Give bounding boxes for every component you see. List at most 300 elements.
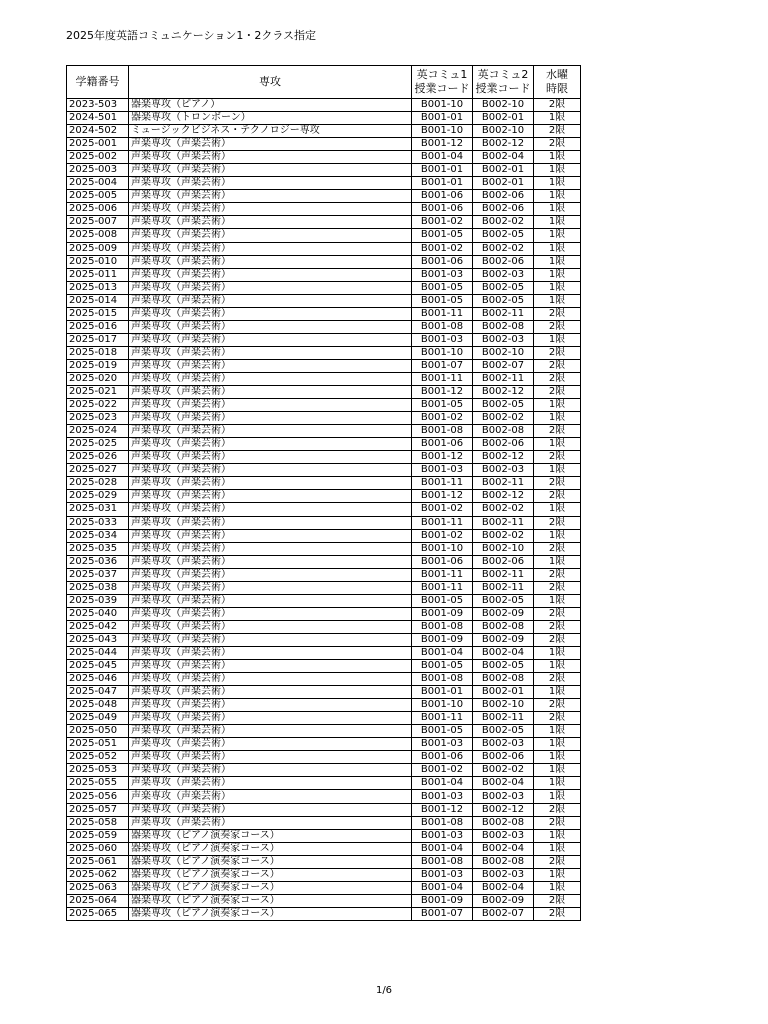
period-cell: 2限 — [534, 516, 581, 529]
eng1-code-cell: B001-12 — [412, 451, 473, 464]
student-id-cell: 2025-003 — [67, 164, 129, 177]
major-cell: 声楽専攻（声楽芸術） — [129, 790, 412, 803]
student-id-cell: 2025-005 — [67, 190, 129, 203]
eng1-code-cell: B001-01 — [412, 112, 473, 125]
major-cell: 声楽専攻（声楽芸術） — [129, 151, 412, 164]
eng2-code-cell: B002-11 — [473, 568, 534, 581]
period-cell: 2限 — [534, 699, 581, 712]
table-row — [67, 620, 581, 633]
header-major: 専攻 — [129, 66, 412, 99]
period-cell: 2限 — [534, 907, 581, 920]
table-row — [67, 490, 581, 503]
major-cell: 声楽専攻（声楽芸術） — [129, 164, 412, 177]
table-row — [67, 868, 581, 881]
eng2-code-cell: B002-05 — [473, 229, 534, 242]
period-cell: 1限 — [534, 777, 581, 790]
student-id-cell: 2025-036 — [67, 555, 129, 568]
eng2-code-cell: B002-04 — [473, 842, 534, 855]
student-id-cell: 2025-053 — [67, 764, 129, 777]
eng1-code-cell: B001-09 — [412, 607, 473, 620]
eng2-code-cell: B002-03 — [473, 868, 534, 881]
student-id-cell: 2025-059 — [67, 829, 129, 842]
student-id-cell: 2025-025 — [67, 438, 129, 451]
student-id-cell: 2025-043 — [67, 633, 129, 646]
major-cell: 声楽専攻（声楽芸術） — [129, 216, 412, 229]
student-id-cell: 2025-035 — [67, 542, 129, 555]
major-cell: 声楽専攻（声楽芸術） — [129, 725, 412, 738]
eng2-code-cell: B002-01 — [473, 177, 534, 190]
eng1-code-cell: B001-10 — [412, 99, 473, 112]
major-cell: 声楽専攻（声楽芸術） — [129, 607, 412, 620]
eng1-code-cell: B001-10 — [412, 125, 473, 138]
student-id-cell: 2025-021 — [67, 386, 129, 399]
eng2-code-cell: B002-02 — [473, 503, 534, 516]
period-cell: 2限 — [534, 855, 581, 868]
table-row — [67, 646, 581, 659]
period-cell: 2限 — [534, 346, 581, 359]
student-id-cell: 2025-063 — [67, 881, 129, 894]
period-cell: 2限 — [534, 386, 581, 399]
table-row — [67, 399, 581, 412]
eng2-code-cell: B002-12 — [473, 138, 534, 151]
period-cell: 1限 — [534, 112, 581, 125]
major-cell: 器楽専攻（ピアノ） — [129, 99, 412, 112]
major-cell: 声楽専攻（声楽芸術） — [129, 451, 412, 464]
table-row — [67, 712, 581, 725]
major-cell: ミュージックビジネス・テクノロジー専攻 — [129, 125, 412, 138]
eng2-code-cell: B002-06 — [473, 203, 534, 216]
table-row — [67, 359, 581, 372]
table-row — [67, 307, 581, 320]
table-row — [67, 425, 581, 438]
table-row — [67, 242, 581, 255]
major-cell: 声楽専攻（声楽芸術） — [129, 203, 412, 216]
period-cell: 2限 — [534, 542, 581, 555]
major-cell: 声楽専攻（声楽芸術） — [129, 673, 412, 686]
eng1-code-cell: B001-03 — [412, 868, 473, 881]
table-row — [67, 686, 581, 699]
student-id-cell: 2025-049 — [67, 712, 129, 725]
eng1-code-cell: B001-09 — [412, 894, 473, 907]
major-cell: 器楽専攻（ピアノ演奏家コース） — [129, 907, 412, 920]
eng1-code-cell: B001-11 — [412, 372, 473, 385]
eng1-code-cell: B001-08 — [412, 816, 473, 829]
major-cell: 器楽専攻（ピアノ演奏家コース） — [129, 829, 412, 842]
period-cell: 1限 — [534, 646, 581, 659]
eng2-code-cell: B002-06 — [473, 555, 534, 568]
student-id-cell: 2025-011 — [67, 268, 129, 281]
period-cell: 1限 — [534, 203, 581, 216]
student-id-cell: 2025-047 — [67, 686, 129, 699]
eng2-code-cell: B002-04 — [473, 777, 534, 790]
period-cell: 1限 — [534, 829, 581, 842]
student-id-cell: 2024-502 — [67, 125, 129, 138]
eng2-code-cell: B002-10 — [473, 99, 534, 112]
eng1-code-cell: B001-07 — [412, 359, 473, 372]
eng1-code-cell: B001-05 — [412, 229, 473, 242]
student-id-cell: 2025-016 — [67, 320, 129, 333]
period-cell: 1限 — [534, 764, 581, 777]
eng2-code-cell: B002-05 — [473, 660, 534, 673]
major-cell: 声楽専攻（声楽芸術） — [129, 359, 412, 372]
period-cell: 2限 — [534, 307, 581, 320]
header-student-id: 学籍番号 — [67, 66, 129, 99]
eng1-code-cell: B001-05 — [412, 725, 473, 738]
period-cell: 2限 — [534, 803, 581, 816]
student-id-cell: 2025-061 — [67, 855, 129, 868]
period-cell: 1限 — [534, 438, 581, 451]
eng1-code-cell: B001-06 — [412, 255, 473, 268]
eng2-code-cell: B002-11 — [473, 712, 534, 725]
eng2-code-cell: B002-07 — [473, 907, 534, 920]
major-cell: 声楽専攻（声楽芸術） — [129, 620, 412, 633]
period-cell: 2限 — [534, 620, 581, 633]
table-row — [67, 516, 581, 529]
major-cell: 声楽専攻（声楽芸術） — [129, 177, 412, 190]
table-row — [67, 829, 581, 842]
student-id-cell: 2025-042 — [67, 620, 129, 633]
period-cell: 2限 — [534, 477, 581, 490]
header-eng2-code — [473, 66, 534, 99]
header-eng2-line2: 授業コード — [475, 82, 531, 95]
page-number: 1/6 — [375, 985, 393, 996]
eng1-code-cell: B001-06 — [412, 203, 473, 216]
table-row — [67, 229, 581, 242]
eng1-code-cell: B001-10 — [412, 542, 473, 555]
table-row — [67, 633, 581, 646]
eng2-code-cell: B002-06 — [473, 438, 534, 451]
eng1-code-cell: B001-03 — [412, 333, 473, 346]
major-cell: 声楽専攻（声楽芸術） — [129, 529, 412, 542]
eng2-code-cell: B002-03 — [473, 829, 534, 842]
major-cell: 声楽専攻（声楽芸術） — [129, 542, 412, 555]
major-cell: 声楽専攻（声楽芸術） — [129, 699, 412, 712]
student-id-cell: 2025-018 — [67, 346, 129, 359]
table-row — [67, 803, 581, 816]
table-header-row — [67, 66, 581, 99]
eng1-code-cell: B001-10 — [412, 699, 473, 712]
student-id-cell: 2025-006 — [67, 203, 129, 216]
table-row — [67, 464, 581, 477]
eng1-code-cell: B001-01 — [412, 164, 473, 177]
student-id-cell: 2025-051 — [67, 738, 129, 751]
eng2-code-cell: B002-03 — [473, 790, 534, 803]
eng2-code-cell: B002-09 — [473, 633, 534, 646]
table-body — [67, 99, 581, 921]
major-cell: 声楽専攻（声楽芸術） — [129, 333, 412, 346]
student-id-cell: 2025-060 — [67, 842, 129, 855]
period-cell: 1限 — [534, 399, 581, 412]
major-cell: 声楽専攻（声楽芸術） — [129, 242, 412, 255]
student-id-cell: 2025-050 — [67, 725, 129, 738]
student-id-cell: 2025-022 — [67, 399, 129, 412]
eng1-code-cell: B001-12 — [412, 490, 473, 503]
student-id-cell: 2025-027 — [67, 464, 129, 477]
table-row — [67, 281, 581, 294]
eng1-code-cell: B001-03 — [412, 738, 473, 751]
eng1-code-cell: B001-02 — [412, 242, 473, 255]
table-row — [67, 412, 581, 425]
eng2-code-cell: B002-11 — [473, 307, 534, 320]
eng1-code-cell: B001-02 — [412, 216, 473, 229]
period-cell: 1限 — [534, 177, 581, 190]
eng1-code-cell: B001-07 — [412, 907, 473, 920]
table-row — [67, 125, 581, 138]
student-id-cell: 2025-019 — [67, 359, 129, 372]
eng1-code-cell: B001-05 — [412, 399, 473, 412]
student-id-cell: 2025-010 — [67, 255, 129, 268]
table-row — [67, 99, 581, 112]
student-id-cell: 2025-033 — [67, 516, 129, 529]
student-id-cell: 2025-058 — [67, 816, 129, 829]
eng2-code-cell: B002-02 — [473, 764, 534, 777]
major-cell: 声楽専攻（声楽芸術） — [129, 307, 412, 320]
table-row — [67, 112, 581, 125]
major-cell: 声楽専攻（声楽芸術） — [129, 633, 412, 646]
eng1-code-cell: B001-04 — [412, 842, 473, 855]
eng2-code-cell: B002-02 — [473, 529, 534, 542]
table-row — [67, 894, 581, 907]
period-cell: 1限 — [534, 164, 581, 177]
table-row — [67, 881, 581, 894]
table-row — [67, 177, 581, 190]
table-row — [67, 164, 581, 177]
period-cell: 1限 — [534, 725, 581, 738]
period-cell: 1限 — [534, 281, 581, 294]
major-cell: 声楽専攻（声楽芸術） — [129, 516, 412, 529]
student-id-cell: 2025-055 — [67, 777, 129, 790]
eng2-code-cell: B002-02 — [473, 242, 534, 255]
table-row — [67, 607, 581, 620]
major-cell: 声楽専攻（声楽芸術） — [129, 412, 412, 425]
eng2-code-cell: B002-07 — [473, 359, 534, 372]
eng2-code-cell: B002-06 — [473, 255, 534, 268]
table-row — [67, 764, 581, 777]
table-row — [67, 568, 581, 581]
eng1-code-cell: B001-11 — [412, 516, 473, 529]
eng2-code-cell: B002-10 — [473, 699, 534, 712]
major-cell: 声楽専攻（声楽芸術） — [129, 803, 412, 816]
major-cell: 声楽専攻（声楽芸術） — [129, 764, 412, 777]
major-cell: 声楽専攻（声楽芸術） — [129, 777, 412, 790]
period-cell: 2限 — [534, 125, 581, 138]
document-title: 2025年度英語コミュニケーション1・2クラス指定 — [66, 29, 316, 42]
major-cell: 声楽専攻（声楽芸術） — [129, 346, 412, 359]
eng1-code-cell: B001-06 — [412, 751, 473, 764]
period-cell: 1限 — [534, 503, 581, 516]
table-row — [67, 216, 581, 229]
eng1-code-cell: B001-09 — [412, 633, 473, 646]
student-id-cell: 2025-031 — [67, 503, 129, 516]
period-cell: 2限 — [534, 712, 581, 725]
major-cell: 器楽専攻（ピアノ演奏家コース） — [129, 881, 412, 894]
student-id-cell: 2025-023 — [67, 412, 129, 425]
eng2-code-cell: B002-05 — [473, 294, 534, 307]
major-cell: 声楽専攻（声楽芸術） — [129, 281, 412, 294]
student-id-cell: 2025-052 — [67, 751, 129, 764]
table-row — [67, 451, 581, 464]
eng2-code-cell: B002-06 — [473, 190, 534, 203]
header-eng1-code — [412, 66, 473, 99]
major-cell: 器楽専攻（ピアノ演奏家コース） — [129, 855, 412, 868]
student-id-cell: 2025-017 — [67, 333, 129, 346]
eng2-code-cell: B002-01 — [473, 164, 534, 177]
eng1-code-cell: B001-12 — [412, 386, 473, 399]
major-cell: 声楽専攻（声楽芸術） — [129, 594, 412, 607]
eng2-code-cell: B002-03 — [473, 333, 534, 346]
eng2-code-cell: B002-05 — [473, 281, 534, 294]
period-cell: 2限 — [534, 425, 581, 438]
eng2-code-cell: B002-03 — [473, 268, 534, 281]
period-cell: 2限 — [534, 607, 581, 620]
eng2-code-cell: B002-03 — [473, 464, 534, 477]
period-cell: 1限 — [534, 868, 581, 881]
eng2-code-cell: B002-08 — [473, 855, 534, 868]
major-cell: 声楽専攻（声楽芸術） — [129, 464, 412, 477]
period-cell: 2限 — [534, 816, 581, 829]
eng1-code-cell: B001-05 — [412, 660, 473, 673]
major-cell: 声楽専攻（声楽芸術） — [129, 386, 412, 399]
student-id-cell: 2025-028 — [67, 477, 129, 490]
table-row — [67, 594, 581, 607]
student-id-cell: 2025-046 — [67, 673, 129, 686]
header-eng1-line2: 授業コード — [414, 82, 470, 95]
major-cell: 声楽専攻（声楽芸術） — [129, 438, 412, 451]
period-cell: 1限 — [534, 268, 581, 281]
eng2-code-cell: B002-12 — [473, 803, 534, 816]
table-row — [67, 855, 581, 868]
period-cell: 1限 — [534, 229, 581, 242]
header-eng1-line1: 英コミュ1 — [416, 68, 468, 81]
eng1-code-cell: B001-02 — [412, 764, 473, 777]
eng1-code-cell: B001-02 — [412, 503, 473, 516]
major-cell: 声楽専攻（声楽芸術） — [129, 555, 412, 568]
major-cell: 声楽専攻（声楽芸術） — [129, 320, 412, 333]
major-cell: 声楽専攻（声楽芸術） — [129, 477, 412, 490]
period-cell: 2限 — [534, 490, 581, 503]
period-cell: 2限 — [534, 568, 581, 581]
table-row — [67, 660, 581, 673]
student-id-cell: 2025-045 — [67, 660, 129, 673]
eng2-code-cell: B002-10 — [473, 346, 534, 359]
table-row — [67, 372, 581, 385]
table-row — [67, 503, 581, 516]
period-cell: 1限 — [534, 529, 581, 542]
table-row — [67, 777, 581, 790]
major-cell: 器楽専攻（ピアノ演奏家コース） — [129, 868, 412, 881]
header-period — [534, 66, 581, 99]
eng1-code-cell: B001-03 — [412, 790, 473, 803]
eng2-code-cell: B002-10 — [473, 125, 534, 138]
period-cell: 1限 — [534, 738, 581, 751]
table-row — [67, 190, 581, 203]
period-cell: 1限 — [534, 790, 581, 803]
eng1-code-cell: B001-04 — [412, 151, 473, 164]
table-row — [67, 438, 581, 451]
major-cell: 器楽専攻（ピアノ演奏家コース） — [129, 842, 412, 855]
table-row — [67, 151, 581, 164]
eng1-code-cell: B001-06 — [412, 438, 473, 451]
student-id-cell: 2025-062 — [67, 868, 129, 881]
student-id-cell: 2025-048 — [67, 699, 129, 712]
table-row — [67, 725, 581, 738]
table-row — [67, 673, 581, 686]
eng1-code-cell: B001-02 — [412, 529, 473, 542]
major-cell: 声楽専攻（声楽芸術） — [129, 372, 412, 385]
eng1-code-cell: B001-11 — [412, 581, 473, 594]
student-id-cell: 2025-014 — [67, 294, 129, 307]
eng1-code-cell: B001-08 — [412, 425, 473, 438]
eng1-code-cell: B001-01 — [412, 686, 473, 699]
student-id-cell: 2025-044 — [67, 646, 129, 659]
eng2-code-cell: B002-11 — [473, 581, 534, 594]
eng2-code-cell: B002-02 — [473, 216, 534, 229]
eng2-code-cell: B002-08 — [473, 816, 534, 829]
major-cell: 声楽専攻（声楽芸術） — [129, 816, 412, 829]
header-eng2-line1: 英コミュ2 — [477, 68, 529, 81]
eng1-code-cell: B001-11 — [412, 307, 473, 320]
period-cell: 1限 — [534, 151, 581, 164]
major-cell: 声楽専攻（声楽芸術） — [129, 660, 412, 673]
eng2-code-cell: B002-04 — [473, 881, 534, 894]
table-row — [67, 294, 581, 307]
eng2-code-cell: B002-05 — [473, 399, 534, 412]
major-cell: 声楽専攻（声楽芸術） — [129, 425, 412, 438]
eng1-code-cell: B001-11 — [412, 568, 473, 581]
period-cell: 1限 — [534, 751, 581, 764]
eng2-code-cell: B002-11 — [473, 477, 534, 490]
table-row — [67, 907, 581, 920]
period-cell: 1限 — [534, 216, 581, 229]
eng1-code-cell: B001-10 — [412, 346, 473, 359]
major-cell: 声楽専攻（声楽芸術） — [129, 686, 412, 699]
student-id-cell: 2025-029 — [67, 490, 129, 503]
period-cell: 1限 — [534, 594, 581, 607]
student-id-cell: 2025-007 — [67, 216, 129, 229]
eng1-code-cell: B001-06 — [412, 555, 473, 568]
eng1-code-cell: B001-05 — [412, 294, 473, 307]
student-id-cell: 2025-040 — [67, 607, 129, 620]
major-cell: 声楽専攻（声楽芸術） — [129, 503, 412, 516]
eng1-code-cell: B001-11 — [412, 712, 473, 725]
eng1-code-cell: B001-04 — [412, 881, 473, 894]
major-cell: 声楽専攻（声楽芸術） — [129, 712, 412, 725]
eng2-code-cell: B002-09 — [473, 607, 534, 620]
eng2-code-cell: B002-08 — [473, 620, 534, 633]
student-id-cell: 2023-503 — [67, 99, 129, 112]
student-id-cell: 2025-002 — [67, 151, 129, 164]
table-row — [67, 477, 581, 490]
eng1-code-cell: B001-05 — [412, 594, 473, 607]
table-row — [67, 581, 581, 594]
table-row — [67, 751, 581, 764]
header-period-line1: 水曜 — [546, 68, 568, 81]
eng2-code-cell: B002-11 — [473, 372, 534, 385]
major-cell: 器楽専攻（トロンボーン） — [129, 112, 412, 125]
period-cell: 2限 — [534, 894, 581, 907]
table-row — [67, 346, 581, 359]
major-cell: 声楽専攻（声楽芸術） — [129, 138, 412, 151]
student-id-cell: 2025-034 — [67, 529, 129, 542]
major-cell: 声楽専攻（声楽芸術） — [129, 294, 412, 307]
student-id-cell: 2025-057 — [67, 803, 129, 816]
period-cell: 2限 — [534, 581, 581, 594]
header-period-line2: 時限 — [546, 82, 568, 95]
eng1-code-cell: B001-03 — [412, 268, 473, 281]
eng2-code-cell: B002-11 — [473, 516, 534, 529]
eng2-code-cell: B002-03 — [473, 738, 534, 751]
eng1-code-cell: B001-12 — [412, 803, 473, 816]
